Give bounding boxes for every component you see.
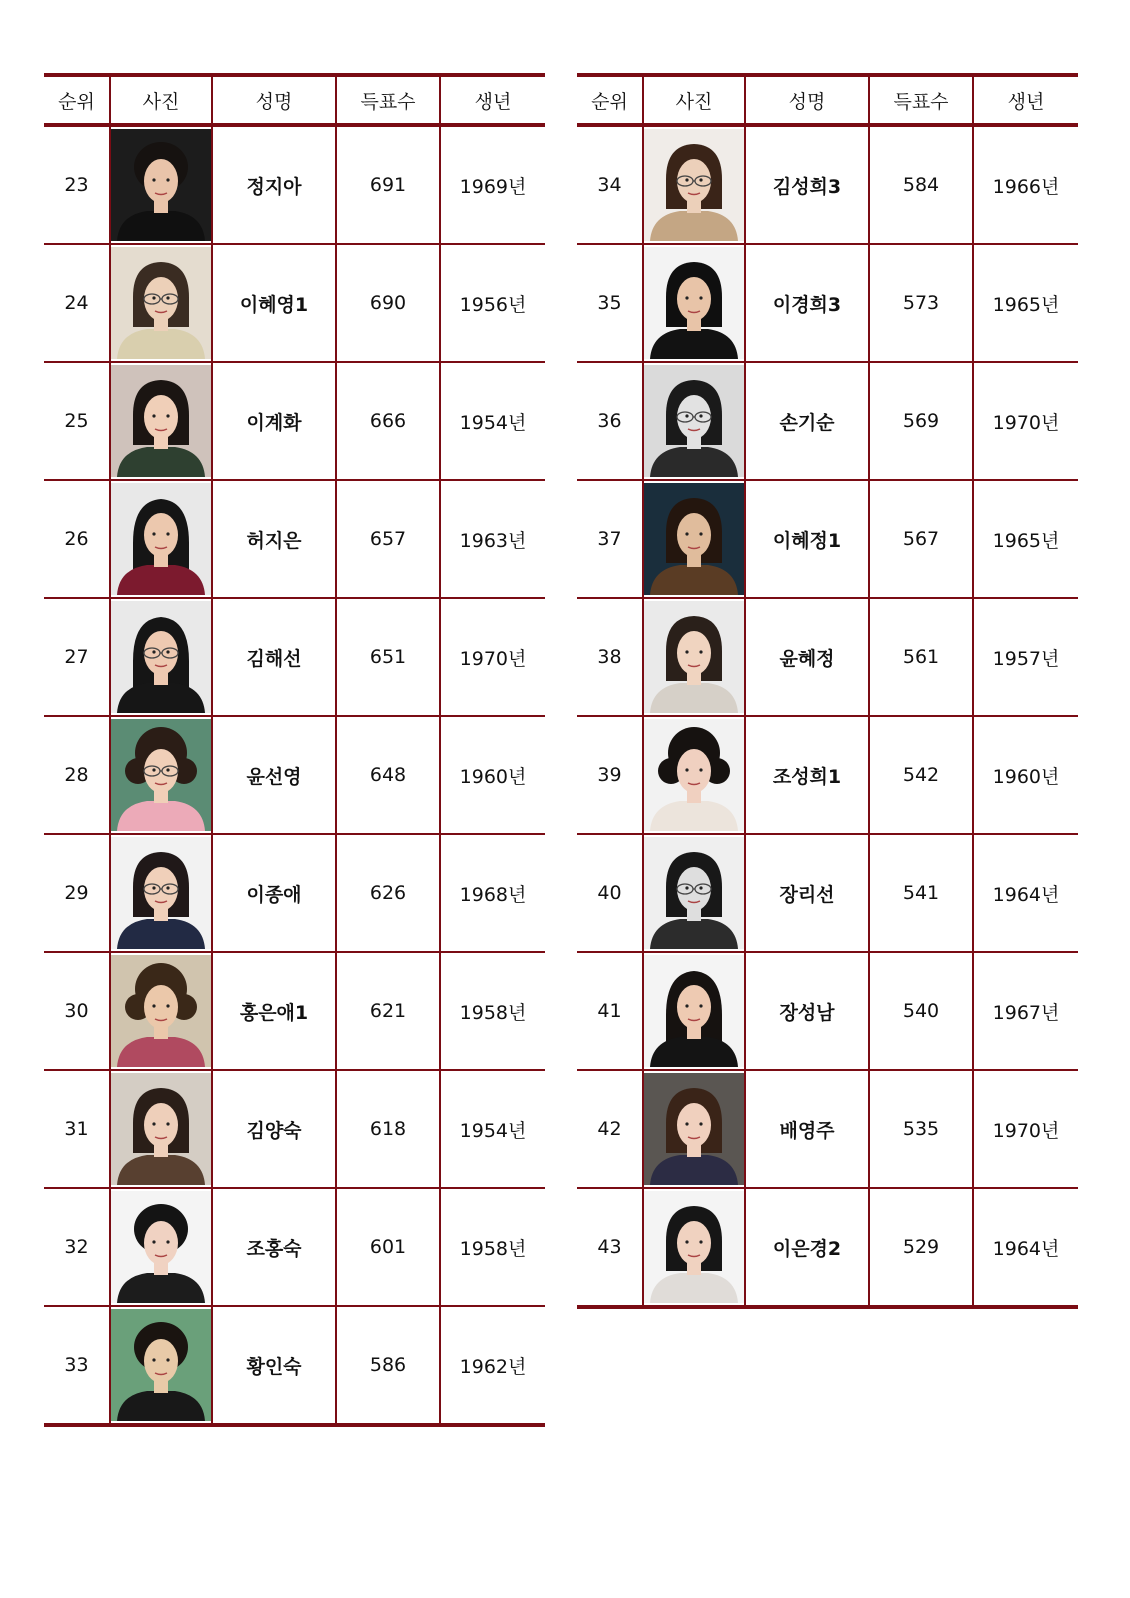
rank-cell: 24 bbox=[44, 244, 110, 362]
name-cell: 이경희3 bbox=[745, 244, 869, 362]
portrait-photo bbox=[644, 129, 744, 241]
portrait-photo bbox=[111, 247, 211, 359]
header-birth-year: 생년 bbox=[973, 75, 1078, 125]
rank-cell: 36 bbox=[577, 362, 643, 480]
table-header-row bbox=[577, 75, 1078, 125]
table-row bbox=[577, 362, 1078, 480]
votes-cell: 626 bbox=[336, 834, 440, 952]
photo-cell bbox=[643, 952, 745, 1070]
name-cell: 장리선 bbox=[745, 834, 869, 952]
portrait-photo bbox=[111, 837, 211, 949]
birth-year-cell: 1970년 bbox=[973, 1070, 1078, 1188]
rank-cell: 25 bbox=[44, 362, 110, 480]
votes-cell: 540 bbox=[869, 952, 973, 1070]
birth-year-cell: 1968년 bbox=[440, 834, 545, 952]
header-votes: 득표수 bbox=[336, 75, 440, 125]
name-cell: 조홍숙 bbox=[212, 1188, 336, 1306]
rank-cell: 35 bbox=[577, 244, 643, 362]
rank-cell: 27 bbox=[44, 598, 110, 716]
portrait-photo bbox=[644, 483, 744, 595]
birth-year-cell: 1958년 bbox=[440, 952, 545, 1070]
portrait-photo bbox=[111, 129, 211, 241]
photo-cell bbox=[643, 1070, 745, 1188]
photo-cell bbox=[110, 1070, 212, 1188]
header-photo: 사진 bbox=[110, 75, 212, 125]
table-row bbox=[44, 480, 545, 598]
table-header-row bbox=[44, 75, 545, 125]
table-row bbox=[577, 716, 1078, 834]
header-photo: 사진 bbox=[643, 75, 745, 125]
photo-cell bbox=[643, 1188, 745, 1307]
votes-cell: 651 bbox=[336, 598, 440, 716]
rank-cell: 32 bbox=[44, 1188, 110, 1306]
table-row bbox=[577, 1070, 1078, 1188]
votes-cell: 618 bbox=[336, 1070, 440, 1188]
header-name: 성명 bbox=[745, 75, 869, 125]
birth-year-cell: 1965년 bbox=[973, 480, 1078, 598]
header-votes: 득표수 bbox=[869, 75, 973, 125]
photo-cell bbox=[643, 834, 745, 952]
name-cell: 이계화 bbox=[212, 362, 336, 480]
birth-year-cell: 1964년 bbox=[973, 1188, 1078, 1307]
rank-cell: 37 bbox=[577, 480, 643, 598]
table-row bbox=[44, 244, 545, 362]
name-cell: 배영주 bbox=[745, 1070, 869, 1188]
photo-cell bbox=[110, 480, 212, 598]
name-cell: 홍은애1 bbox=[212, 952, 336, 1070]
table-row bbox=[44, 1188, 545, 1306]
name-cell: 김양숙 bbox=[212, 1070, 336, 1188]
name-cell: 황인숙 bbox=[212, 1306, 336, 1425]
birth-year-cell: 1956년 bbox=[440, 244, 545, 362]
portrait-photo bbox=[111, 365, 211, 477]
birth-year-cell: 1966년 bbox=[973, 125, 1078, 244]
table-row bbox=[44, 125, 545, 244]
table-row bbox=[577, 834, 1078, 952]
portrait-photo bbox=[111, 1309, 211, 1421]
votes-cell: 666 bbox=[336, 362, 440, 480]
photo-cell bbox=[110, 1188, 212, 1306]
votes-cell: 648 bbox=[336, 716, 440, 834]
rank-cell: 33 bbox=[44, 1306, 110, 1425]
ranking-table-right bbox=[577, 73, 1078, 1309]
birth-year-cell: 1954년 bbox=[440, 1070, 545, 1188]
birth-year-cell: 1969년 bbox=[440, 125, 545, 244]
rank-cell: 28 bbox=[44, 716, 110, 834]
rank-cell: 38 bbox=[577, 598, 643, 716]
portrait-photo bbox=[111, 719, 211, 831]
name-cell: 이은경2 bbox=[745, 1188, 869, 1307]
rank-cell: 31 bbox=[44, 1070, 110, 1188]
birth-year-cell: 1963년 bbox=[440, 480, 545, 598]
rank-cell: 42 bbox=[577, 1070, 643, 1188]
photo-cell bbox=[110, 362, 212, 480]
table-row bbox=[577, 952, 1078, 1070]
votes-cell: 657 bbox=[336, 480, 440, 598]
portrait-photo bbox=[644, 365, 744, 477]
birth-year-cell: 1954년 bbox=[440, 362, 545, 480]
name-cell: 윤선영 bbox=[212, 716, 336, 834]
table-row bbox=[577, 125, 1078, 244]
votes-cell: 535 bbox=[869, 1070, 973, 1188]
photo-cell bbox=[643, 125, 745, 244]
votes-cell: 601 bbox=[336, 1188, 440, 1306]
photo-cell bbox=[643, 244, 745, 362]
portrait-photo bbox=[111, 955, 211, 1067]
votes-cell: 567 bbox=[869, 480, 973, 598]
name-cell: 김성희3 bbox=[745, 125, 869, 244]
photo-cell bbox=[110, 834, 212, 952]
portrait-photo bbox=[644, 1191, 744, 1303]
name-cell: 손기순 bbox=[745, 362, 869, 480]
photo-cell bbox=[643, 480, 745, 598]
birth-year-cell: 1957년 bbox=[973, 598, 1078, 716]
photo-cell bbox=[110, 125, 212, 244]
rank-cell: 30 bbox=[44, 952, 110, 1070]
ranking-table-left bbox=[44, 73, 545, 1427]
portrait-photo bbox=[111, 601, 211, 713]
votes-cell: 573 bbox=[869, 244, 973, 362]
table-row bbox=[44, 1306, 545, 1425]
portrait-photo bbox=[644, 601, 744, 713]
table-row bbox=[577, 244, 1078, 362]
name-cell: 이혜정1 bbox=[745, 480, 869, 598]
name-cell: 김해선 bbox=[212, 598, 336, 716]
votes-cell: 621 bbox=[336, 952, 440, 1070]
photo-cell bbox=[643, 716, 745, 834]
portrait-photo bbox=[644, 247, 744, 359]
rank-cell: 29 bbox=[44, 834, 110, 952]
header-name: 성명 bbox=[212, 75, 336, 125]
name-cell: 조성희1 bbox=[745, 716, 869, 834]
votes-cell: 586 bbox=[336, 1306, 440, 1425]
table-row bbox=[577, 480, 1078, 598]
photo-cell bbox=[643, 598, 745, 716]
votes-cell: 569 bbox=[869, 362, 973, 480]
portrait-photo bbox=[644, 719, 744, 831]
table-row bbox=[44, 362, 545, 480]
name-cell: 이혜영1 bbox=[212, 244, 336, 362]
rank-cell: 34 bbox=[577, 125, 643, 244]
birth-year-cell: 1970년 bbox=[973, 362, 1078, 480]
table-row bbox=[577, 1188, 1078, 1307]
photo-cell bbox=[110, 952, 212, 1070]
votes-cell: 561 bbox=[869, 598, 973, 716]
birth-year-cell: 1958년 bbox=[440, 1188, 545, 1306]
portrait-photo bbox=[111, 1073, 211, 1185]
header-rank: 순위 bbox=[577, 75, 643, 125]
table-row bbox=[44, 952, 545, 1070]
votes-cell: 529 bbox=[869, 1188, 973, 1307]
photo-cell bbox=[643, 362, 745, 480]
rank-cell: 43 bbox=[577, 1188, 643, 1307]
name-cell: 정지아 bbox=[212, 125, 336, 244]
photo-cell bbox=[110, 1306, 212, 1425]
name-cell: 윤혜정 bbox=[745, 598, 869, 716]
votes-cell: 584 bbox=[869, 125, 973, 244]
table-row bbox=[577, 598, 1078, 716]
table-row bbox=[44, 598, 545, 716]
table-row bbox=[44, 1070, 545, 1188]
votes-cell: 542 bbox=[869, 716, 973, 834]
table-row bbox=[44, 834, 545, 952]
portrait-photo bbox=[644, 955, 744, 1067]
votes-cell: 691 bbox=[336, 125, 440, 244]
rank-cell: 40 bbox=[577, 834, 643, 952]
header-rank: 순위 bbox=[44, 75, 110, 125]
portrait-photo bbox=[644, 1073, 744, 1185]
rank-cell: 26 bbox=[44, 480, 110, 598]
photo-cell bbox=[110, 598, 212, 716]
votes-cell: 541 bbox=[869, 834, 973, 952]
rank-cell: 39 bbox=[577, 716, 643, 834]
photo-cell bbox=[110, 244, 212, 362]
portrait-photo bbox=[111, 1191, 211, 1303]
name-cell: 이종애 bbox=[212, 834, 336, 952]
name-cell: 장성남 bbox=[745, 952, 869, 1070]
rank-cell: 23 bbox=[44, 125, 110, 244]
birth-year-cell: 1964년 bbox=[973, 834, 1078, 952]
photo-cell bbox=[110, 716, 212, 834]
birth-year-cell: 1960년 bbox=[973, 716, 1078, 834]
birth-year-cell: 1965년 bbox=[973, 244, 1078, 362]
birth-year-cell: 1967년 bbox=[973, 952, 1078, 1070]
birth-year-cell: 1970년 bbox=[440, 598, 545, 716]
table-row bbox=[44, 716, 545, 834]
portrait-photo bbox=[644, 837, 744, 949]
votes-cell: 690 bbox=[336, 244, 440, 362]
birth-year-cell: 1960년 bbox=[440, 716, 545, 834]
rank-cell: 41 bbox=[577, 952, 643, 1070]
name-cell: 허지은 bbox=[212, 480, 336, 598]
header-birth-year: 생년 bbox=[440, 75, 545, 125]
birth-year-cell: 1962년 bbox=[440, 1306, 545, 1425]
portrait-photo bbox=[111, 483, 211, 595]
